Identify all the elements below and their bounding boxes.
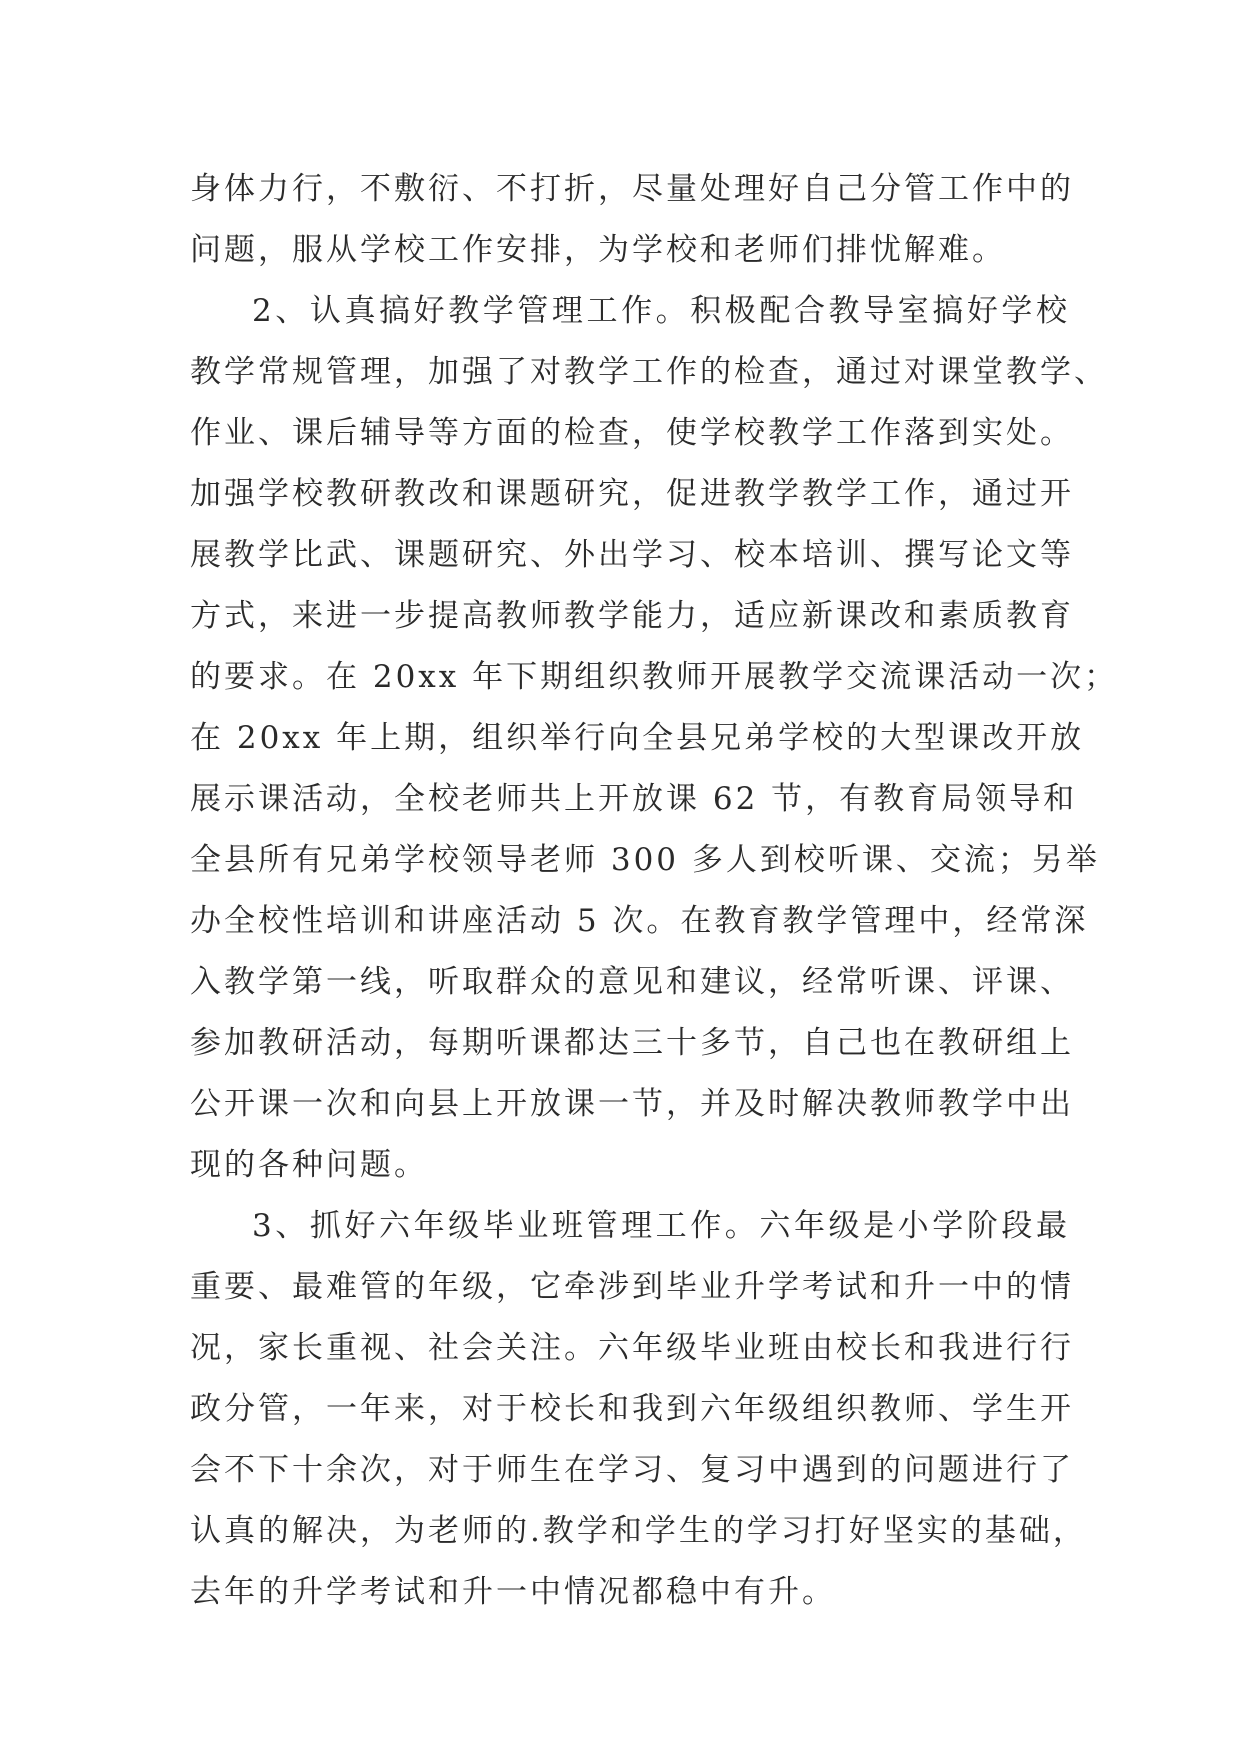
text-line: 方式，来进一步提高教师教学能力，适应新课改和素质教育 bbox=[190, 598, 1074, 634]
paragraph-3-first-line: 3、抓好六年级毕业班管理工作。六年级是小学阶段最 bbox=[252, 1208, 1070, 1244]
text-line: 办全校性培训和讲座活动 5 次。在教育教学管理中，经常深 bbox=[190, 903, 1089, 939]
text-line: 教学常规管理，加强了对教学工作的检查，通过对课堂教学、 bbox=[190, 354, 1108, 390]
text-line: 身体力行，不敷衍、不打折，尽量处理好自己分管工作中的 bbox=[190, 171, 1074, 207]
text-line: 认真的解决，为老师的.教学和学生的学习打好坚实的基础， bbox=[190, 1513, 1087, 1549]
text-line: 入教学第一线，听取群众的意见和建议，经常听课、评课、 bbox=[190, 964, 1074, 1000]
text-line: 展教学比武、课题研究、外出学习、校本培训、撰写论文等 bbox=[190, 537, 1074, 573]
text-line: 作业、课后辅导等方面的检查，使学校教学工作落到实处。 bbox=[190, 415, 1074, 451]
text-line: 展示课活动，全校老师共上开放课 62 节，有教育局领导和 bbox=[190, 781, 1078, 817]
text-line: 加强学校教研教改和课题研究，促进教学教学工作，通过开 bbox=[190, 476, 1074, 512]
body-text bbox=[190, 159, 1119, 1623]
text-line: 现的各种问题。 bbox=[190, 1147, 428, 1183]
text-line: 政分管，一年来，对于校长和我到六年级组织教师、学生开 bbox=[190, 1391, 1074, 1427]
text-line: 问题，服从学校工作安排，为学校和老师们排忧解难。 bbox=[190, 232, 1006, 268]
text-line: 公开课一次和向县上开放课一节，并及时解决教师教学中出 bbox=[190, 1086, 1074, 1122]
text-line: 全县所有兄弟学校领导老师 300 多人到校听课、交流；另举 bbox=[190, 842, 1100, 878]
text-line: 重要、最难管的年级，它牵涉到毕业升学考试和升一中的情 bbox=[190, 1269, 1074, 1305]
text-line: 在 20xx 年上期，组织举行向全县兄弟学校的大型课改开放 bbox=[190, 720, 1085, 756]
text-line: 况，家长重视、社会关注。六年级毕业班由校长和我进行行 bbox=[190, 1330, 1074, 1366]
text-line: 的要求。在 20xx 年下期组织教师开展教学交流课活动一次； bbox=[190, 659, 1119, 695]
text-line: 去年的升学考试和升一中情况都稳中有升。 bbox=[190, 1574, 836, 1610]
text-line: 参加教研活动，每期听课都达三十多节，自己也在教研组上 bbox=[190, 1025, 1074, 1061]
text-line: 会不下十余次，对于师生在学习、复习中遇到的问题进行了 bbox=[190, 1452, 1074, 1488]
paragraph-2-first-line: 2、认真搞好教学管理工作。积极配合教导室搞好学校 bbox=[252, 293, 1070, 329]
